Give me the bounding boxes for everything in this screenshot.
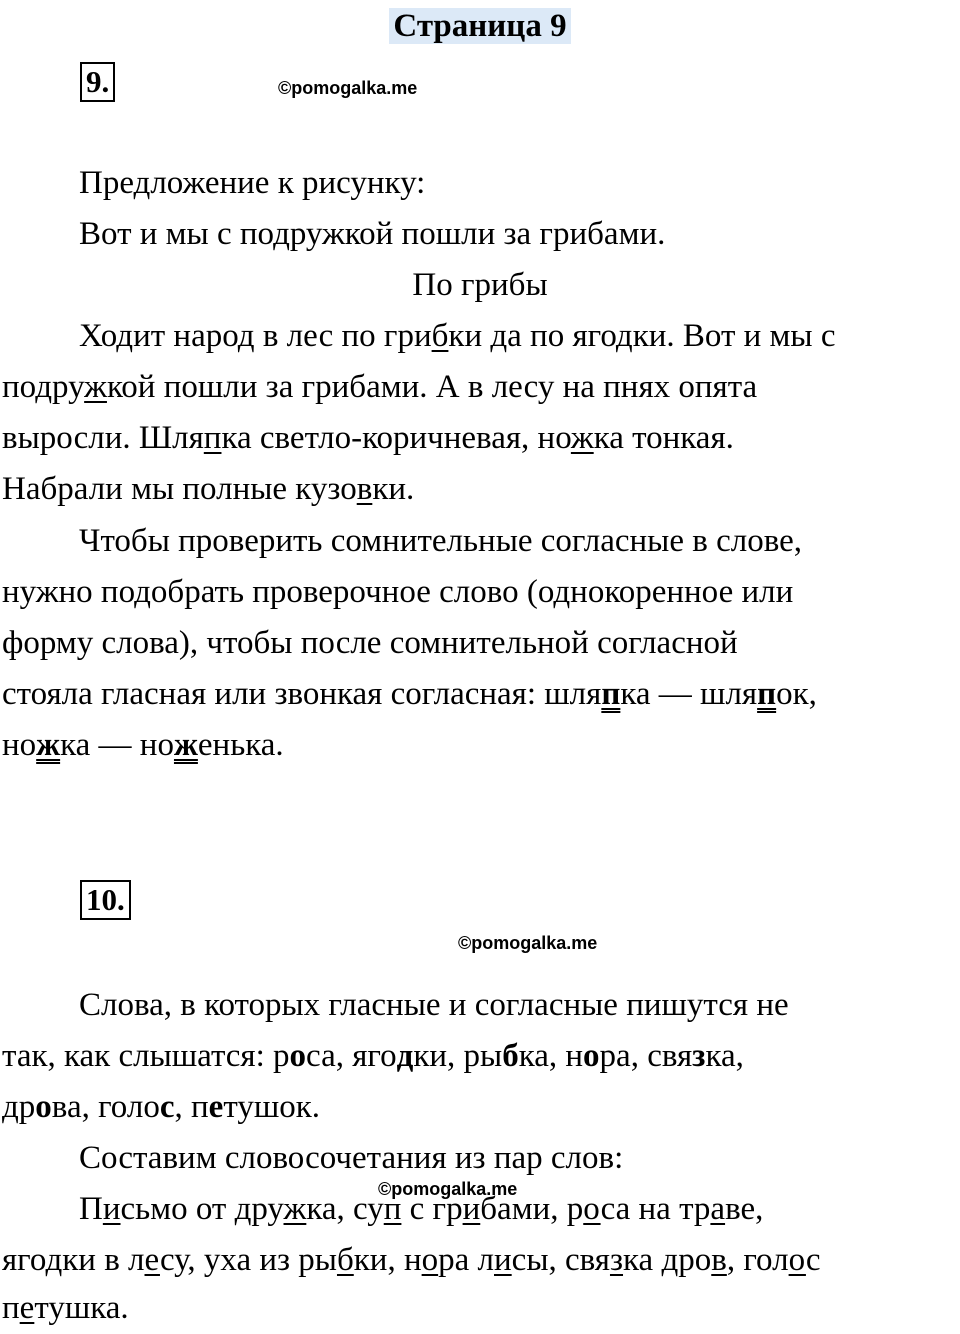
text: кой пошли за грибами. А в лесу на пнях опята <box>106 369 758 405</box>
text: выросли. Шля <box>2 420 204 456</box>
text: ка, <box>705 1038 744 1074</box>
page-title <box>0 2 960 50</box>
task-10-p2-line-3 <box>2 1235 821 1286</box>
task-9-number-box <box>80 62 115 102</box>
task-10-p1-line-2 <box>2 1031 744 1082</box>
checked-letter: п <box>601 676 621 712</box>
checked-letter: е <box>19 1290 35 1326</box>
checked-letter: и <box>462 1191 481 1227</box>
text: , п <box>174 1089 209 1125</box>
text: сьмо от дру <box>120 1191 284 1227</box>
checked-letter: о <box>35 1089 52 1125</box>
text: с <box>805 1242 821 1278</box>
text: ка, су <box>306 1191 384 1227</box>
task-9-number: 9 <box>86 64 102 99</box>
text: тушка. <box>34 1290 129 1326</box>
text: ва, голо <box>51 1089 160 1125</box>
checked-letter: ж <box>36 727 61 763</box>
task-9-line-2: Вот и мы с подружкой пошли за грибами. <box>79 216 666 252</box>
text: ки, н <box>353 1242 422 1278</box>
watermark: ©pomogalka.me <box>458 933 598 953</box>
checked-letter: о <box>421 1242 439 1278</box>
checked-letter: о <box>289 1038 307 1074</box>
checked-letter: о <box>583 1038 600 1074</box>
checked-letter: а <box>710 1191 726 1227</box>
text: ки. Вот и мы с <box>632 318 836 354</box>
text: ка, н <box>518 1038 584 1074</box>
checked-letter: п <box>203 420 222 456</box>
checked-letter: в <box>711 1242 727 1278</box>
text: ка светло-коричневая, но <box>221 420 571 456</box>
watermark: ©pomogalka.me <box>278 78 418 98</box>
text: ки. <box>372 471 415 507</box>
text: сы, свя <box>511 1242 610 1278</box>
task-9-p2-line-3: форму слова), чтобы после сомнительной согласной <box>2 625 738 661</box>
checked-letter: д <box>237 318 255 354</box>
checked-letter: с <box>159 1089 175 1125</box>
text: са, яго <box>306 1038 397 1074</box>
checked-letter: ж <box>570 420 594 456</box>
watermark: ©pomogalka.me <box>378 1179 518 1199</box>
checked-letter: з <box>609 1242 624 1278</box>
checked-letter: ж <box>84 369 107 405</box>
checked-letter: и <box>494 1242 512 1278</box>
task-10-number-box <box>80 880 131 920</box>
task-10-p2-line-4 <box>2 1283 129 1334</box>
checked-letter: д <box>615 318 633 354</box>
checked-letter: о <box>583 1191 601 1227</box>
task-10-p2-line-1: Составим словосочетания из пар слов: <box>79 1140 624 1176</box>
task-10-p1-line-1: Слова, в которых гласные и согласные пишутся не <box>79 987 789 1023</box>
text: ка — шля <box>620 676 758 712</box>
checked-letter: з <box>692 1038 706 1074</box>
checked-letter: д <box>45 1242 63 1278</box>
text: су, уха из ры <box>159 1242 337 1278</box>
checked-letter: в <box>356 471 373 507</box>
checked-letter: б <box>502 1038 519 1074</box>
text: са на тр <box>600 1191 711 1227</box>
text: так, как слышатся: р <box>2 1038 290 1074</box>
text: Набрали мы полные кузо <box>2 471 357 507</box>
text: ра л <box>438 1242 494 1278</box>
task-9-p2-line-2: нужно подобрать проверочное слово (однокоренное или <box>2 574 794 610</box>
text: П <box>79 1191 103 1227</box>
checked-letter: б <box>336 1242 354 1278</box>
checked-letter: п <box>757 676 777 712</box>
text: ки да по яго <box>448 318 616 354</box>
text: ок, <box>776 676 817 712</box>
task-9-line-1: Предложение к рисунку: <box>79 165 426 201</box>
task-10-p2-line-2 <box>79 1184 763 1235</box>
checked-letter: д <box>396 1038 414 1074</box>
text: ка дро <box>623 1242 712 1278</box>
task-9-p1-line-2 <box>2 362 757 413</box>
task-10-p1-line-3 <box>2 1082 320 1133</box>
text: , гол <box>726 1242 789 1278</box>
checked-letter: е <box>208 1089 224 1125</box>
text: ки в л <box>62 1242 145 1278</box>
task-9-number-dot: . <box>101 64 110 99</box>
task-10-number: 10 <box>86 882 117 917</box>
text: ка тонкая. <box>593 420 734 456</box>
text: яго <box>2 1242 46 1278</box>
checked-letter: е <box>144 1242 160 1278</box>
checked-letter: и <box>102 1191 121 1227</box>
text: Ходит наро <box>79 318 238 354</box>
page-title-text: Страница 9 <box>389 8 570 44</box>
text: ве, <box>725 1191 764 1227</box>
text: п <box>2 1290 20 1326</box>
text: подру <box>2 369 85 405</box>
text: енька. <box>197 727 284 763</box>
task-9-p2-line-1: Чтобы проверить сомнительные согласные в слове, <box>79 523 802 559</box>
text: в лес по гри <box>254 318 432 354</box>
text: тушок. <box>223 1089 321 1125</box>
task-9-p1-line-4 <box>2 464 414 515</box>
task-10-number-dot: . <box>117 882 125 917</box>
task-9-p1-line-3 <box>2 413 734 464</box>
checked-letter: ж <box>283 1191 307 1227</box>
text: ки, ры <box>413 1038 503 1074</box>
task-9-p2-line-5 <box>2 720 284 771</box>
task-9-p1-line-1 <box>79 311 836 362</box>
text: но <box>2 727 37 763</box>
task-9-p2-line-4 <box>2 669 817 720</box>
text-title: По грибы <box>412 267 548 303</box>
text: с гр <box>401 1191 463 1227</box>
text: стояла гласная или звонкая согласная: шля <box>2 676 602 712</box>
checked-letter: п <box>383 1191 402 1227</box>
text: бами, р <box>480 1191 584 1227</box>
checked-letter: ж <box>173 727 198 763</box>
checked-letter: б <box>431 318 449 354</box>
text: ра, свя <box>599 1038 693 1074</box>
checked-letter: о <box>788 1242 806 1278</box>
text: ка — но <box>60 727 174 763</box>
text: др <box>2 1089 36 1125</box>
